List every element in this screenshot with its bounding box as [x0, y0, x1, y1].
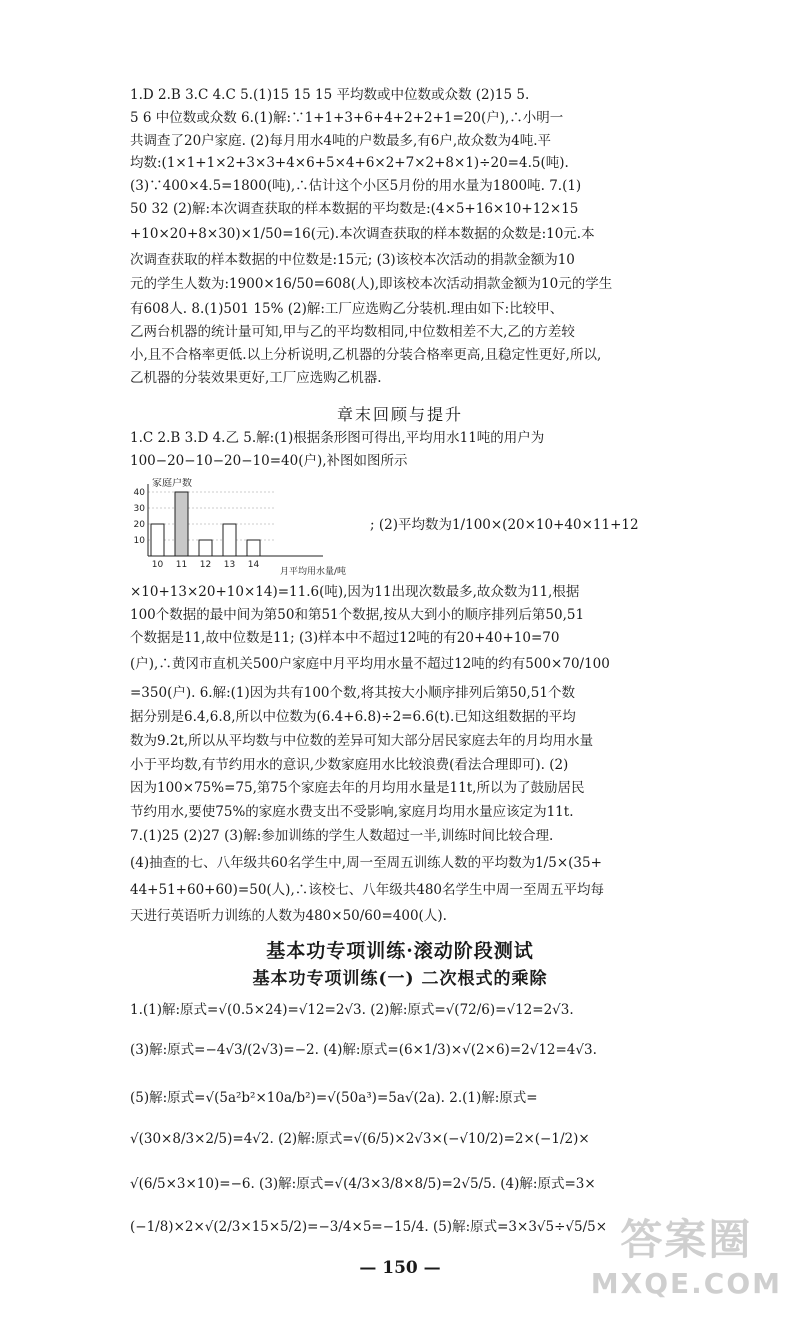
- answer-line: 有608人. 8.(1)501 15% (2)解:工厂应选购乙分装机.理由如下:比较甲、: [130, 301, 564, 317]
- answer-line: 均数:(1×1+1×2+3×3+4×6+5×4+6×2+7×2+8×1)÷20=4.5(吨).: [130, 155, 569, 171]
- chart-xtick-label: 10: [151, 560, 164, 570]
- answer-line: (−1/8)×2×√(2/3×15×5/2)=−3/4×5=−15/4. (5)解:原式=3×3√5÷√5/5×: [130, 1219, 608, 1235]
- chart-bar-11: [175, 492, 188, 556]
- chart-bar-14: [247, 540, 260, 556]
- answer-line: 50 32 (2)解:本次调查获取的样本数据的平均数是:(4×5+16×10+12×15: [130, 201, 579, 217]
- watermark-bottom: MXQE.COM: [590, 1267, 782, 1300]
- answer-line: 5 6 中位数或众数 6.(1)解:∵1+1+3+6+4+2+2+1=20(户),∴小明一: [130, 110, 564, 126]
- chart-xlabel: 月平均用水量/吨: [280, 567, 347, 577]
- answer-line: √(30×8/3×2/5)=4√2. (2)解:原式=√(6/5)×2√3×(−√10/2)=2×(−1/2)×: [130, 1131, 590, 1147]
- chart-bar-13: [223, 524, 236, 556]
- answer-line: ; (2)平均数为1/100×(20×10+40×11+12: [370, 517, 639, 533]
- chapter-review-heading: 章末回顾与提升: [336, 405, 463, 424]
- answer-line: 数为9.2t,所以从平均数与中位数的差异可知大部分居民家庭去年的月均用水量: [130, 733, 594, 749]
- answer-line: ×10+13×20+10×14)=11.6(吨),因为11出现次数最多,故众数为11,根据: [130, 584, 580, 600]
- answer-line: √(6/5×3×10)=−6. (3)解:原式=√(4/3×3/8×8/5)=2√5/5. (4)解:原式=3×: [130, 1176, 596, 1192]
- chart-xtick-label: 11: [175, 560, 188, 570]
- answer-line: 44+51+60+60)=50(人),∴该校七、八年级共480名学生中周一至周五平均每: [130, 882, 604, 898]
- answer-line: 乙两台机器的统计量可知,甲与乙的平均数相同,中位数相差不大,乙的方差较: [130, 324, 575, 340]
- answer-line: 1.C 2.B 3.D 4.乙 5.解:(1)根据条形图可得出,平均用水11吨的用户为: [130, 430, 545, 446]
- answer-line: 小于平均数,有节约用水的意识,少数家庭用水比较浪费(看法合理即可). (2): [130, 757, 569, 773]
- water-usage-bar-chart: [130, 478, 375, 578]
- answer-line: =350(户). 6.解:(1)因为共有100个数,将其按大小顺序排列后第50,51个数: [130, 685, 575, 701]
- chart-ylabel: 家庭户数: [152, 478, 192, 489]
- watermark-top: 答案圈: [620, 1215, 753, 1264]
- chart-bar-10: [151, 524, 164, 556]
- answer-line: (3)解:原式=−4√3/(2√3)=−2. (4)解:原式=(6×1/3)×√(2×6)=2√12=4√3.: [130, 1042, 597, 1058]
- chart-ytick-label: 10: [133, 536, 145, 546]
- answer-line: 个数据是11,故中位数是11; (3)样本中不超过12吨的有20+40+10=70: [130, 630, 560, 646]
- answer-line: (户),∴黄冈市直机关500户家庭中月平均用水量不超过12吨的约有500×70/100: [130, 656, 610, 672]
- chart-xtick-label: 14: [247, 560, 260, 570]
- answer-line: 100−20−10−20−10=40(户),补图如图所示: [130, 453, 408, 469]
- section-title: 基本功专项训练·滚动阶段测试: [266, 940, 534, 962]
- answer-line: 1.D 2.B 3.C 4.C 5.(1)15 15 15 平均数或中位数或众数 (2)15 5.: [130, 87, 530, 103]
- chart-ytick-label: 40: [133, 488, 145, 498]
- chart-xtick-label: 13: [223, 560, 236, 570]
- chart-ytick-label: 30: [133, 504, 145, 514]
- answer-line: (5)解:原式=√(5a²b²×10a/b²)=√(50a³)=5a√(2a). 2.(1)解:原式=: [130, 1090, 538, 1106]
- answer-line: 小,且不合格率更低.以上分析说明,乙机器的分装合格率更高,且稳定性更好,所以,: [130, 347, 602, 363]
- site-watermark: [591, 1207, 782, 1300]
- answer-line: 因为100×75%=75,第75个家庭去年的月均用水量是11t,所以为了鼓励居民: [130, 780, 585, 796]
- answer-line: 元的学生人数为:1900×16/50=608(人),即该校本次活动捐款金额为10元的学生: [130, 276, 613, 292]
- answer-line: 乙机器的分装效果更好,工厂应选购乙机器.: [130, 370, 382, 386]
- chart-ytick-label: 20: [133, 520, 145, 530]
- answer-line: 共调查了20户家庭. (2)每月用水4吨的户数最多,有6户,故众数为4吨.平: [130, 133, 552, 149]
- answer-line: 7.(1)25 (2)27 (3)解:参加训练的学生人数超过一半,训练时间比较合理.: [130, 828, 554, 844]
- subsection-title: 基本功专项训练(一) 二次根式的乘除: [252, 969, 548, 989]
- page-number: — 150 —: [359, 1258, 441, 1278]
- answer-line: 天进行英语听力训练的人数为480×50/60=400(人).: [130, 908, 447, 924]
- answer-line: 据分别是6.4,6.8,所以中位数为(6.4+6.8)÷2=6.6(t).已知这组数据的平均: [130, 709, 576, 725]
- answer-line: 1.(1)解:原式=√(0.5×24)=√12=2√3. (2)解:原式=√(72/6)=√12=2√3.: [130, 1002, 574, 1018]
- chart-bar-12: [199, 540, 212, 556]
- chart-xtick-label: 12: [199, 560, 212, 570]
- answer-line: (3)∵400×4.5=1800(吨),∴估计这个小区5月份的用水量为1800吨. 7.(1): [130, 178, 582, 194]
- answer-line: 次调查获取的样本数据的中位数是:15元; (3)该校本次活动的捐款金额为10: [130, 252, 575, 268]
- answer-line: 100个数据的最中间为第50和第51个数据,按从大到小的顺序排列后第50,51: [130, 607, 585, 623]
- answer-line: (4)抽查的七、八年级共60名学生中,周一至周五训练人数的平均数为1/5×(35+: [130, 855, 602, 871]
- answer-line: +10×20+8×30)×1/50=16(元).本次调查获取的样本数据的众数是:10元.本: [130, 226, 595, 242]
- answer-line: 节约用水,要使75%的家庭水费支出不受影响,家庭月均用水量应该定为11t.: [130, 804, 574, 820]
